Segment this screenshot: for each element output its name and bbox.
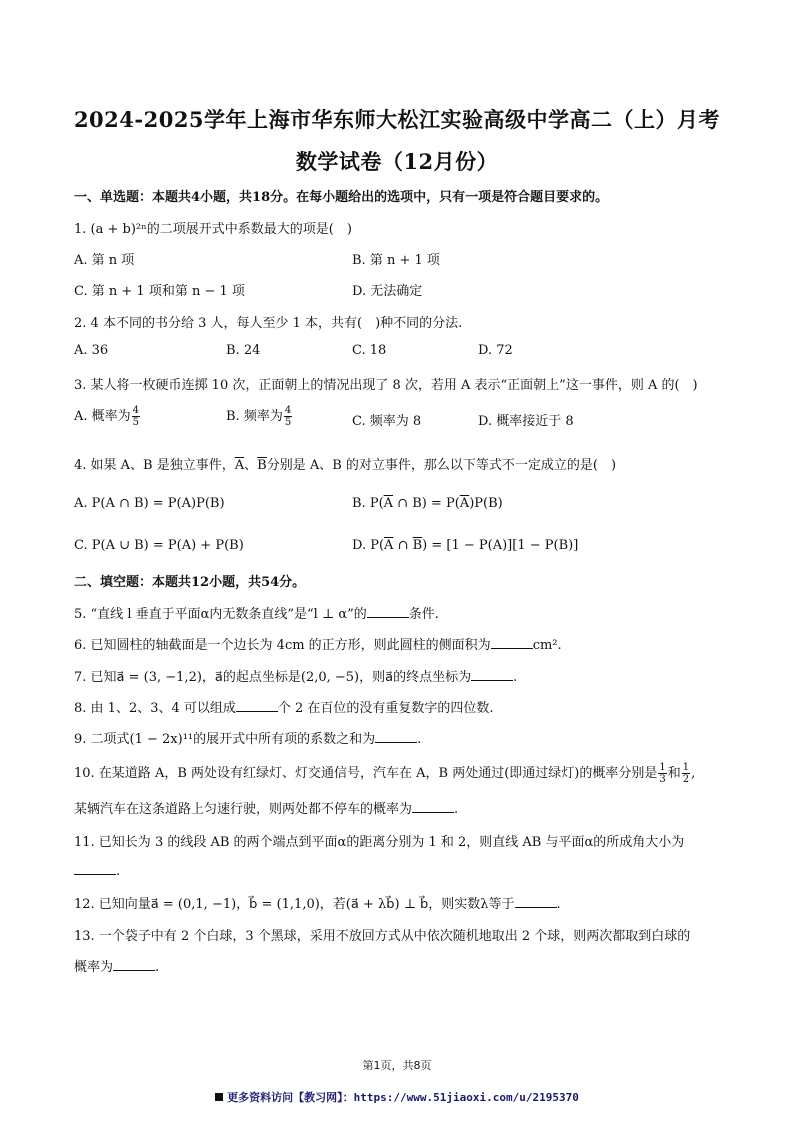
question-8 — [74, 697, 494, 716]
option-part: )P(B) — [469, 496, 503, 511]
answer-blank[interactable] — [113, 958, 155, 971]
question-6 — [74, 634, 562, 653]
option-part: B. P( — [352, 496, 384, 511]
question-5 — [74, 603, 439, 622]
question-3-option-c: C. 频率为 8 — [352, 414, 422, 429]
flag-icon — [215, 1093, 223, 1101]
question-7-text: 7. 已知a⃗ = (3, −1,2)，a⃗的起点坐标是(2,0, −5)，则a⃗的终点坐标为 — [74, 670, 472, 685]
question-4-option-c: C. P(A ∪ B) = P(A) + P(B) — [74, 538, 244, 553]
question-10-text-end: . — [454, 802, 459, 817]
question-2-option-a: A. 36 — [74, 343, 109, 358]
question-4-option-a: A. P(A ∩ B) = P(A)P(B) — [74, 496, 225, 511]
fraction — [682, 762, 690, 785]
question-6-text-end: cm². — [532, 638, 562, 653]
fraction — [284, 405, 292, 428]
section-2-heading: 二、填空题：本题共12小题，共54分。 — [74, 575, 306, 590]
question-13-line-1: 13. 一个袋子中有 2 个白球，3 个黑球，采用不放回方式从中依次随机地取出 2 个球，则两次都取到白球的 — [74, 929, 691, 944]
answer-blank[interactable] — [74, 862, 116, 875]
question-9-text-end: . — [417, 732, 422, 747]
complement-a: $\overline{A}$ — [234, 458, 245, 473]
question-13-line-2 — [74, 956, 159, 975]
section-1-heading: 一、单选题：本题共4小题，共18分。在每小题给出的选项中，只有一项是符合题目要求的。 — [74, 190, 609, 205]
question-4-stem-part: 、 — [244, 458, 258, 473]
option-part: ∩ B) = P( — [393, 496, 460, 511]
question-5-text: 5. “直线 l 垂直于平面α内无数条直线”是“l ⊥ α”的 — [74, 607, 367, 622]
question-1-option-a: A. 第 n 项 — [74, 253, 135, 268]
question-10-text: , — [691, 766, 696, 781]
question-13-text: 概率为 — [74, 960, 114, 975]
complement-b: $\overline{B}$ — [412, 538, 423, 553]
fraction-denominator: 2 — [682, 774, 690, 785]
question-12 — [74, 893, 561, 912]
question-4-stem-part: 4. 如果 A、B 是独立事件， — [74, 458, 235, 473]
resource-link-text[interactable]: 更多资料访问【教习网】：https://www.51jiaoxi.com/u/2195370 — [227, 1091, 579, 1104]
option-part: ) = [1 − P(A)][1 − P(B)] — [422, 538, 579, 553]
question-12-text: 12. 已知向量a⃗ = (0,1, −1)，b⃗ = (1,1,0)，若(a⃗ + λb⃗) ⊥ b⃗，则实数λ等于 — [74, 897, 515, 912]
complement-a: $\overline{A}$ — [384, 538, 394, 553]
question-3-option-a — [74, 405, 141, 428]
answer-blank[interactable] — [375, 730, 417, 743]
question-6-text: 6. 已知圆柱的轴截面是一个边长为 4cm 的正方形，则此圆柱的侧面积为 — [74, 638, 491, 653]
question-10-text: 10. 在某道路 A，B 两处设有红绿灯、灯交通信号，汽车在 A，B 两处通过(即通过绿灯)的概率分别是 — [74, 766, 658, 781]
question-3-option-a-label: A. 概率为 — [74, 409, 131, 424]
answer-blank[interactable] — [491, 636, 533, 649]
fraction-numerator: 1 — [682, 762, 690, 773]
fraction-denominator: 3 — [659, 774, 666, 785]
question-10-text: 和 — [667, 766, 681, 781]
question-2-stem: 2. 4 本不同的书分给 3 人，每人至少 1 本，共有( )种不同的分法. — [74, 316, 463, 331]
exam-title: 2024-2025学年上海市华东师大松江实验高级中学高二（上）月考 — [73, 107, 721, 132]
resource-link[interactable] — [0, 1089, 794, 1105]
answer-blank[interactable] — [515, 895, 557, 908]
question-10-line-1 — [74, 762, 695, 785]
question-9 — [74, 728, 421, 747]
question-1-option-c: C. 第 n + 1 项和第 n − 1 项 — [74, 284, 245, 299]
question-11-line-2 — [74, 862, 120, 879]
page-number: 第1页，共8页 — [362, 1059, 432, 1072]
question-11-line-1: 11. 已知长为 3 的线段 AB 的两个端点到平面α的距离分别为 1 和 2，则直线 AB 与平面α的所成角大小为 — [74, 835, 685, 850]
complement-a: $\overline{A}$ — [383, 496, 394, 511]
question-2-option-c: C. 18 — [352, 343, 387, 358]
question-4-stem-part: 分别是 A、B 的对立事件，那么以下等式不一定成立的是( ) — [266, 458, 617, 473]
question-2-option-d: D. 72 — [478, 343, 513, 358]
question-13-text-end: . — [155, 960, 160, 975]
fraction-denominator: 5 — [132, 417, 140, 428]
answer-blank[interactable] — [367, 605, 409, 618]
question-3-option-b-label: B. 频率为 — [226, 409, 283, 424]
fraction — [658, 762, 666, 785]
question-1-option-d: D. 无法确定 — [352, 284, 423, 299]
question-4-option-d — [352, 538, 578, 553]
fraction-denominator: 5 — [284, 417, 292, 428]
complement-b: $\overline{B}$ — [257, 458, 267, 473]
question-10-line-2 — [74, 798, 458, 817]
complement-a: $\overline{A}$ — [459, 496, 470, 511]
question-3-option-b — [226, 405, 293, 428]
question-11-text-end: . — [116, 864, 121, 879]
fraction — [132, 405, 140, 428]
question-5-text-end: 条件. — [408, 607, 439, 622]
fraction-numerator: 4 — [132, 405, 140, 416]
answer-blank[interactable] — [471, 668, 513, 681]
question-9-text: 9. 二项式(1 − 2x)¹¹的展开式中所有项的系数之和为 — [74, 732, 376, 747]
question-8-text: 8. 由 1、2、3、4 可以组成 — [74, 701, 236, 716]
question-8-text-end: 个 2 在百位的没有重复数字的四位数. — [277, 701, 494, 716]
question-1-stem: 1. (a + b)²ⁿ的二项展开式中系数最大的项是( ) — [74, 222, 352, 237]
exam-subtitle: 数学试卷（12月份） — [295, 149, 499, 174]
option-part: ∩ — [393, 538, 413, 553]
question-4-option-b — [352, 496, 503, 511]
answer-blank[interactable] — [236, 699, 278, 712]
question-2-option-b: B. 24 — [226, 343, 261, 358]
option-part: D. P( — [352, 538, 385, 553]
fraction-numerator: 4 — [284, 405, 292, 416]
question-12-text-end: . — [556, 897, 561, 912]
question-10-text: 某辆汽车在这条道路上匀速行驶，则两处都不停车的概率为 — [74, 802, 413, 817]
question-7 — [74, 666, 517, 685]
answer-blank[interactable] — [412, 800, 454, 813]
question-4-stem — [74, 454, 616, 473]
fraction-numerator: 1 — [659, 762, 666, 773]
question-7-text-end: . — [513, 670, 518, 685]
question-1-option-b: B. 第 n + 1 项 — [352, 253, 440, 268]
question-3-stem: 3. 某人将一枚硬币连掷 10 次，正面朝上的情况出现了 8 次，若用 A 表示“正面朝上”这一事件，则 A 的( ) — [74, 378, 698, 393]
question-3-option-d: D. 概率接近于 8 — [478, 414, 574, 429]
